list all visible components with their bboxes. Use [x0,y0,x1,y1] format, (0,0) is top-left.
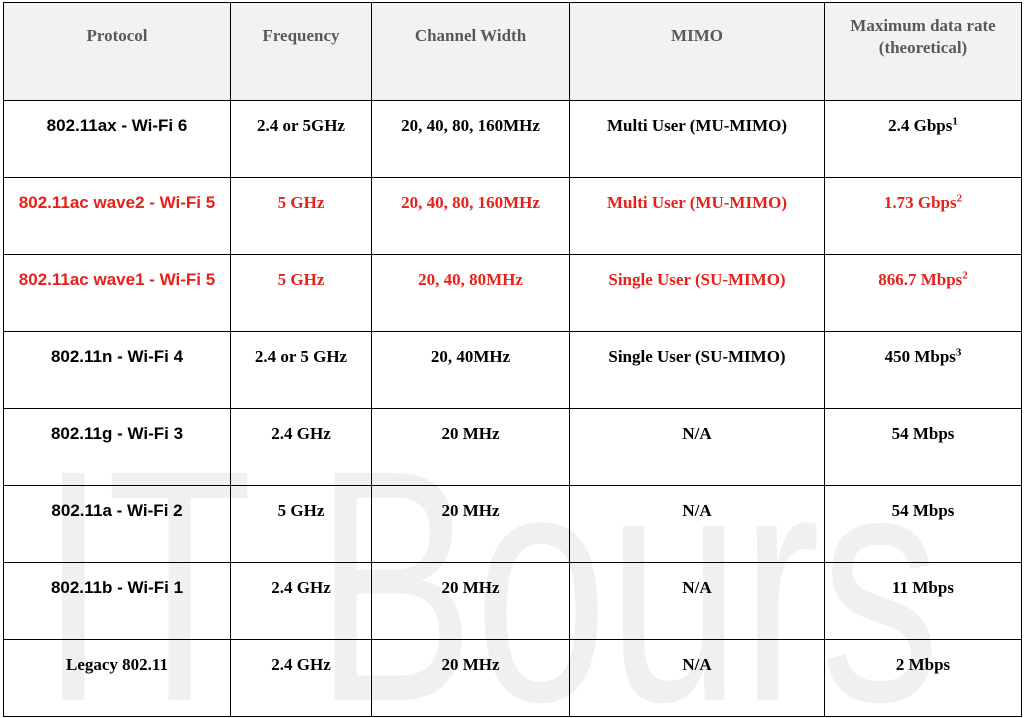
cell-protocol: 802.11ax - Wi-Fi 6 [4,101,231,178]
rate-footnote: 2 [962,269,968,282]
cell-protocol: 802.11a - Wi-Fi 2 [4,486,231,563]
header-row [4,3,1022,101]
cell-protocol: 802.11g - Wi-Fi 3 [4,409,231,486]
table-row [4,101,1022,178]
cell-channel-width: 20, 40, 80MHz [372,255,570,332]
watermark-text: IT Bours [40,401,940,718]
cell-rate [825,255,1022,332]
table-row [4,563,1022,640]
cell-rate [825,640,1022,717]
header-frequency: Frequency [231,3,372,101]
cell-mimo: Multi User (MU-MIMO) [570,101,825,178]
rate-footnote: 3 [955,346,962,359]
cell-mimo: N/A [570,640,825,717]
cell-protocol: 802.11ac wave2 - Wi-Fi 5 [4,178,231,255]
cell-frequency: 2.4 GHz [231,563,372,640]
cell-rate [825,409,1022,486]
cell-mimo: N/A [570,486,825,563]
rate-value: 54 Mbps [891,501,955,520]
cell-protocol: 802.11n - Wi-Fi 4 [4,332,231,409]
cell-frequency: 5 GHz [231,255,372,332]
header-max-data-rate [825,3,1022,101]
rate-value: 1.73 Gbps [883,193,957,212]
cell-frequency: 5 GHz [231,178,372,255]
rate-value: 866.7 Mbps [878,270,963,289]
cell-channel-width: 20 MHz [372,563,570,640]
cell-channel-width: 20, 40MHz [372,332,570,409]
header-max-data-rate-line2: (theoretical) [878,38,968,57]
cell-protocol: 802.11ac wave1 - Wi-Fi 5 [4,255,231,332]
cell-protocol: Legacy 802.11 [4,640,231,717]
rate-value: 450 Mbps [884,347,956,366]
cell-channel-width: 20 MHz [372,640,570,717]
cell-frequency: 2.4 GHz [231,640,372,717]
table-row [4,640,1022,717]
rate-value: 54 Mbps [891,424,955,443]
cell-mimo: Single User (SU-MIMO) [570,332,825,409]
header-protocol: Protocol [4,3,231,101]
cell-mimo: Single User (SU-MIMO) [570,255,825,332]
rate-value: 2 Mbps [895,655,951,674]
cell-channel-width: 20 MHz [372,486,570,563]
cell-frequency: 2.4 or 5GHz [231,101,372,178]
table-row [4,332,1022,409]
table-row [4,486,1022,563]
cell-rate [825,178,1022,255]
cell-mimo: Multi User (MU-MIMO) [570,178,825,255]
table-row [4,178,1022,255]
cell-rate [825,332,1022,409]
header-channel-width: Channel Width [372,3,570,101]
cell-frequency: 2.4 GHz [231,409,372,486]
rate-footnote: 2 [956,192,963,205]
cell-frequency: 2.4 or 5 GHz [231,332,372,409]
rate-footnote: 1 [952,115,958,128]
cell-channel-width: 20, 40, 80, 160MHz [372,101,570,178]
cell-channel-width: 20 MHz [372,409,570,486]
rate-value: 2.4 Gbps [888,116,953,135]
wifi-protocol-table [3,2,1022,717]
table-row [4,255,1022,332]
header-mimo: MIMO [570,3,825,101]
cell-rate [825,101,1022,178]
cell-channel-width: 20, 40, 80, 160MHz [372,178,570,255]
cell-mimo: N/A [570,409,825,486]
rate-value: 11 Mbps [892,578,954,597]
cell-protocol: 802.11b - Wi-Fi 1 [4,563,231,640]
cell-rate [825,563,1022,640]
cell-rate [825,486,1022,563]
cell-mimo: N/A [570,563,825,640]
header-max-data-rate-line1: Maximum data rate [850,16,996,35]
table-row [4,409,1022,486]
cell-frequency: 5 GHz [231,486,372,563]
